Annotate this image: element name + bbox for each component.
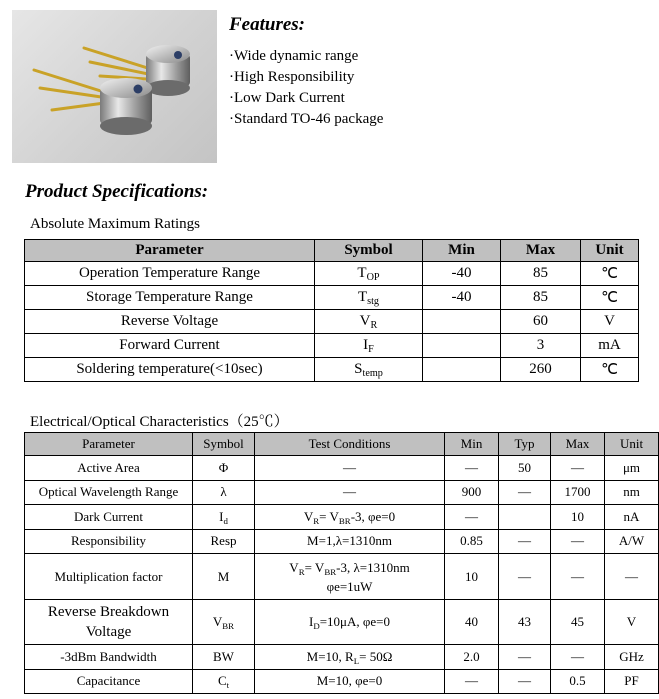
unit-cell: V (581, 310, 639, 334)
symbol-cell (193, 480, 255, 505)
symbol-subscript: BR (222, 621, 235, 631)
typ-cell: — (499, 669, 551, 694)
parameter-cell: -3dBm Bandwidth (25, 645, 193, 670)
table-header-row (25, 240, 639, 262)
symbol-main: Resp (210, 533, 237, 549)
parameter-cell: Multiplication factor (25, 554, 193, 600)
unit-cell: A/W (605, 529, 659, 554)
header-cell: Parameter (25, 240, 315, 262)
table-row (25, 480, 659, 505)
cond-text: = V (304, 559, 325, 575)
header-cell: Max (501, 240, 581, 262)
condition-cell (255, 645, 445, 670)
cond-subscript: L (353, 655, 360, 666)
symbol-cell (193, 529, 255, 554)
condition-cell (255, 554, 445, 600)
condition-cell (255, 505, 445, 530)
min-cell: — (445, 505, 499, 530)
symbol-main: I (363, 337, 369, 353)
condition-cell: — (255, 456, 445, 481)
max-cell: — (551, 529, 605, 554)
max-cell: 85 (501, 286, 581, 310)
parameter-cell: Storage Temperature Range (25, 286, 315, 310)
table-row (25, 645, 659, 670)
symbol-cell (315, 358, 423, 382)
condition-line (255, 558, 444, 577)
symbol-cell (193, 505, 255, 530)
max-cell: — (551, 554, 605, 600)
typ-cell: 50 (499, 456, 551, 481)
condition-cell: M=1,λ=1310nm (255, 529, 445, 554)
table-row (25, 334, 639, 358)
product-photo (12, 10, 217, 163)
max-cell: — (551, 456, 605, 481)
cond-text: M=10, R (306, 648, 354, 664)
cond-text: I (308, 614, 314, 629)
symbol-cell (315, 262, 423, 286)
min-cell: 2.0 (445, 645, 499, 670)
table-row (25, 529, 659, 554)
cond-subscript: BR (324, 566, 337, 577)
header-cell: Typ (499, 433, 551, 456)
typ-cell: 43 (499, 600, 551, 645)
typ-cell: — (499, 645, 551, 670)
parameter-cell: Soldering temperature(<10sec) (25, 358, 315, 382)
features-section (229, 14, 383, 130)
symbol-subscript: R (370, 320, 378, 331)
symbol-main: V (359, 313, 371, 329)
max-cell: 0.5 (551, 669, 605, 694)
condition-cell: M=10, φe=0 (255, 669, 445, 694)
table-row (25, 262, 639, 286)
table-row (25, 505, 659, 530)
min-cell: 900 (445, 480, 499, 505)
typ-cell: — (499, 554, 551, 600)
unit-cell: — (605, 554, 659, 600)
table-header-row (25, 433, 659, 456)
cond-subscript: D (313, 621, 320, 631)
symbol-main: C (217, 673, 227, 689)
symbol-main: λ (220, 484, 227, 500)
max-cell: 45 (551, 600, 605, 645)
symbol-subscript: temp (362, 368, 383, 379)
cond-subscript: R (313, 515, 320, 526)
parameter-cell: Optical Wavelength Range (25, 480, 193, 505)
cond-subscript: R (298, 566, 305, 577)
condition-cell: — (255, 480, 445, 505)
min-cell (423, 334, 501, 358)
symbol-subscript: d (223, 515, 228, 526)
header-cell: Symbol (193, 433, 255, 456)
header-cell: Min (445, 433, 499, 456)
min-cell: — (445, 456, 499, 481)
parameter-cell: Dark Current (25, 505, 193, 530)
typ-cell (499, 505, 551, 530)
table-row (25, 310, 639, 334)
typ-cell: — (499, 480, 551, 505)
table-row (25, 286, 639, 310)
cond-text: V (289, 559, 299, 575)
symbol-main: T (357, 265, 367, 281)
table-row (25, 669, 659, 694)
parameter-cell: Operation Temperature Range (25, 262, 315, 286)
symbol-cell (193, 456, 255, 481)
symbol-main: T (357, 289, 368, 305)
max-cell: 1700 (551, 480, 605, 505)
symbol-main: BW (213, 648, 234, 664)
cond-text: V (303, 508, 314, 524)
feature-item: ·Wide dynamic range (229, 48, 359, 64)
symbol-cell (315, 334, 423, 358)
unit-cell: mA (581, 334, 639, 358)
unit-cell: PF (605, 669, 659, 694)
unit-cell: nm (605, 480, 659, 505)
table-row (25, 358, 639, 382)
symbol-main: M (217, 568, 230, 584)
max-cell: 10 (551, 505, 605, 530)
min-cell (423, 358, 501, 382)
unit-cell: nA (605, 505, 659, 530)
cond-text: -3, φe=0 (350, 508, 396, 524)
symbol-subscript: OP (366, 272, 380, 283)
parameter-cell: Forward Current (25, 334, 315, 358)
symbol-cell (193, 600, 255, 645)
max-cell: 60 (501, 310, 581, 334)
parameter-cell: Reverse Breakdown Voltage (25, 600, 193, 645)
symbol-cell (315, 310, 423, 334)
min-cell: -40 (423, 286, 501, 310)
electrical-optical-characteristics-table (24, 432, 659, 694)
condition-cell (255, 600, 445, 645)
symbol-main: Φ (218, 459, 229, 475)
unit-cell: μm (605, 456, 659, 481)
max-cell: 260 (501, 358, 581, 382)
unit-cell: GHz (605, 645, 659, 670)
min-cell: — (445, 669, 499, 694)
table-row (25, 554, 659, 600)
eoc-title: Electrical/Optical Characteristics（25℃） (30, 414, 289, 430)
parameter-cell: Responsibility (25, 529, 193, 554)
absolute-maximum-ratings-table (24, 239, 639, 382)
min-cell (423, 310, 501, 334)
amr-title: Absolute Maximum Ratings (30, 216, 200, 232)
features-title: Features: (229, 14, 305, 35)
header-cell: Unit (605, 433, 659, 456)
feature-item: ·Standard TO-46 package (229, 111, 384, 127)
min-cell: 40 (445, 600, 499, 645)
header-cell: Symbol (315, 240, 423, 262)
header-cell: Unit (581, 240, 639, 262)
cond-text: = V (319, 508, 339, 524)
max-cell: 3 (501, 334, 581, 358)
photodiode-illustration (12, 10, 217, 163)
unit-cell: V (605, 600, 659, 645)
unit-cell: ℃ (581, 262, 639, 286)
cond-text: =10μA, φe=0 (319, 614, 391, 629)
symbol-subscript: t (226, 680, 230, 691)
header-cell: Parameter (25, 433, 193, 456)
cond-subscript: BR (338, 515, 351, 526)
header-cell: Max (551, 433, 605, 456)
cond-text: = 50Ω (359, 648, 393, 664)
parameter-cell: Capacitance (25, 669, 193, 694)
min-cell: -40 (423, 262, 501, 286)
symbol-main: I (219, 508, 224, 524)
max-cell: 85 (501, 262, 581, 286)
condition-line: φe=1uW (326, 578, 373, 594)
table-row (25, 456, 659, 481)
unit-cell: ℃ (581, 286, 639, 310)
symbol-cell (315, 286, 423, 310)
table-row (25, 600, 659, 645)
product-specifications-heading: Product Specifications: (25, 181, 209, 202)
parameter-cell: Active Area (25, 456, 193, 481)
min-cell: 10 (445, 554, 499, 600)
symbol-subscript: stg (367, 296, 380, 307)
header-cell: Test Conditions (255, 433, 445, 456)
unit-cell: ℃ (581, 358, 639, 382)
typ-cell: — (499, 529, 551, 554)
header-cell: Min (423, 240, 501, 262)
max-cell: — (551, 645, 605, 670)
cond-text: -3, λ=1310nm (336, 559, 410, 575)
symbol-cell (193, 669, 255, 694)
symbol-main: V (212, 614, 223, 629)
symbol-main: S (354, 361, 363, 377)
symbol-subscript: F (368, 344, 374, 355)
symbol-cell (193, 554, 255, 600)
min-cell: 0.85 (445, 529, 499, 554)
feature-item: ·High Responsibility (229, 69, 355, 85)
symbol-cell (193, 645, 255, 670)
parameter-cell: Reverse Voltage (25, 310, 315, 334)
feature-item: ·Low Dark Current (229, 90, 345, 106)
